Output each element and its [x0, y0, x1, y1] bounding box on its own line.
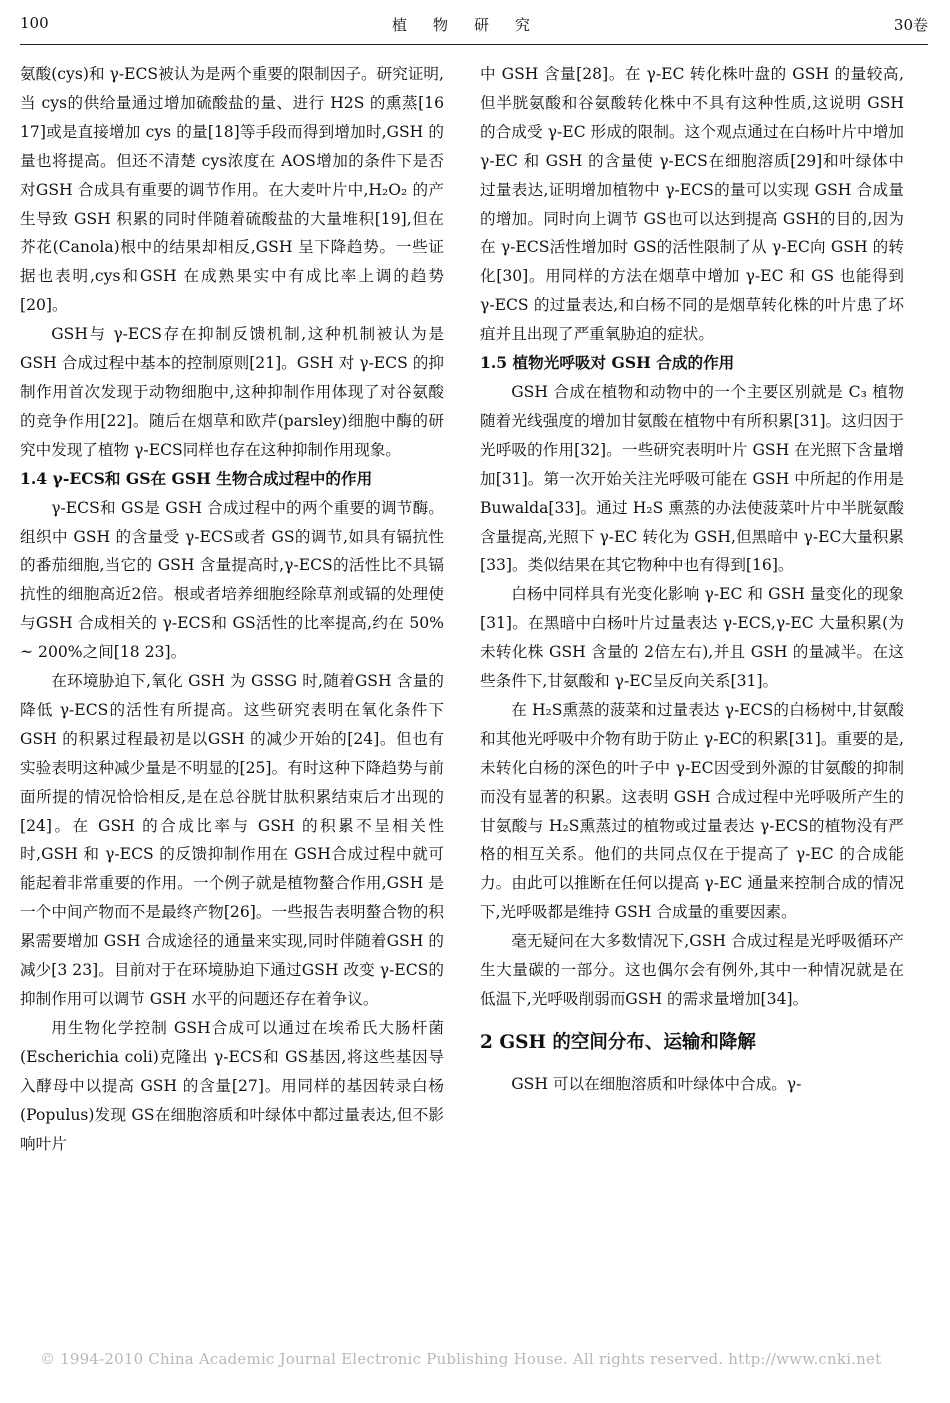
paragraph: GSH 可以在细胞溶质和叶绿体中合成。γ-	[511, 1074, 802, 1093]
section-heading-1-4: 1.4 γ-ECS和 GS在 GSH 生物合成过程中的作用	[20, 468, 373, 488]
page-header	[20, 14, 928, 40]
right-column	[480, 60, 904, 1099]
paragraph: γ-ECS和 GS是 GSH 合成过程中的两个重要的调节酶。组织中 GSH 的含量受 γ-ECS或者 GS的调节,如具有镉抗性的番茄细胞,当它的 GSH 含量提高时,γ-ECS的活性比不具镉抗性的细胞高近2倍。根或者培养细胞经除草剂或镉的处理使与GSH 合成相关的 γ-ECS和 GS活性的比率提高,约在 50% ~ 200%之间[18 23]。	[20, 498, 444, 662]
paragraph: 白杨中同样具有光变化影响 γ-EC 和 GSH 量变化的现象[31]。在黑暗中白杨叶片过量表达 γ-ECS,γ-EC 大量积累(为未转化株 GSH 含量的 2倍左右),并且 GSH 的量减半。在这些条件下,甘氨酸和 γ-EC呈反向关系[31]。	[480, 585, 904, 691]
paragraph: GSH与 γ-ECS存在抑制反馈机制,这种机制被认为是 GSH 合成过程中基本的控制原则[21]。GSH 对 γ-ECS 的抑制作用首次发现于动物细胞中,这种抑制作用体现了对谷氨酸的竞争作用[22]。随后在烟草和欧芹(parsley)细胞中酶的研究中发现了植物 γ-ECS同样也存在这种抑制作用现象。	[20, 325, 444, 459]
section-heading-2: 2 GSH 的空间分布、运输和降解	[480, 1031, 756, 1053]
paragraph: 中 GSH 含量[28]。在 γ-EC 转化株叶盘的 GSH 的量较高,但半胱氨酸和谷氨酸转化株中不具有这种性质,这说明 GSH 的合成受 γ-EC 形成的限制。这个观点通过在白杨叶片中增加 γ-EC 和 GSH 的含量使 γ-ECS在细胞溶质[29]和叶绿体中过量表达,证明增加植物中 γ-ECS的量可以实现 GSH 合成量的增加。同时向上调节 GS也可以达到提高 GSH的目的,因为在 γ-ECS活性增加时 GS的活性限制了从 γ-EC向 GSH 的转化[30]。用同样的方法在烟草中增加 γ-EC 和 GS 也能得到 γ-ECS 的过量表达,和白杨不同的是烟草转化株的叶片患了坏疽并且出现了严重氧胁迫的症状。	[480, 65, 904, 344]
paragraph: 氨酸(cys)和 γ-ECS被认为是两个重要的限制因子。研究证明,当 cys的供给量通过增加硫酸盐的量、进行 H2S 的熏蒸[16 17]或是直接增加 cys 的量[18]等手段而得到增加时,GSH 的量也将提高。但还不清楚 cys浓度在 AOS增加的条件下是否对GSH 合成具有重要的调节作用。在大麦叶片中,H₂O₂ 的产生导致 GSH 积累的同时伴随着硫酸盐的大量堆积[19],但在芥花(Canola)根中的结果却相反,GSH 呈下降趋势。一些证据也表明,cys和GSH 在成熟果实中有成比率上调的趋势[20]。	[20, 65, 444, 315]
journal-title: 植物研究	[391, 16, 556, 34]
volume-label: 30卷	[893, 16, 928, 34]
copyright-footer: © 1994-2010 China Academic Journal Electronic Publishing House. All rights reserved. http://www.cnki.net	[40, 1350, 882, 1368]
paragraph: GSH 合成在植物和动物中的一个主要区别就是 C₃ 植物随着光线强度的增加甘氨酸在植物中有所积累[31]。这归因于光呼吸的作用[32]。一些研究表明叶片 GSH 在光照下含量增加[31]。第一次开始关注光呼吸可能在 GSH 中所起的作用是 Buwalda[33]。通过 H₂S 熏蒸的办法使菠菜叶片中半胱氨酸含量提高,光照下 γ-EC 转化为 GSH,但黑暗中 γ-EC大量积累[33]。类似结果在其它物种中也有得到[16]。	[480, 382, 904, 575]
paragraph: 在 H₂S熏蒸的菠菜和过量表达 γ-ECS的白杨树中,甘氨酸和其他光呼吸中介物有助于防止 γ-EC的积累[31]。重要的是,未转化白杨的深色的叶子中 γ-EC因受到外源的甘氨酸的抑制而没有显著的积累。这表明 GSH 合成过程中光呼吸所产生的甘氨酸与 H₂S熏蒸过的植物或过量表达 γ-ECS的植物没有严格的相互关系。他们的共同点仅在于提高了 γ-EC 的合成能力。由此可以推断在任何以提高 γ-EC 通量来控制合成的情况下,光呼吸都是维持 GSH 合成量的重要因素。	[480, 700, 904, 922]
header-rule	[20, 44, 928, 45]
paragraph: 用生物化学控制 GSH合成可以通过在埃希氏大肠杆菌(Escherichia coli)克隆出 γ-ECS和 GS基因,将这些基因导入酵母中以提高 GSH 的含量[27]。用同样的基因转录白杨(Populus)发现 GS在细胞溶质和叶绿体中都过量表达,但不影响叶片	[20, 1018, 444, 1153]
page-number: 100	[20, 14, 49, 32]
paragraph: 毫无疑问在大多数情况下,GSH 合成过程是光呼吸循环产生大量碳的一部分。这也偶尔会有例外,其中一种情况就是在低温下,光呼吸削弱而GSH 的需求量增加[34]。	[480, 932, 904, 1008]
section-heading-1-5: 1.5 植物光呼吸对 GSH 合成的作用	[480, 353, 735, 373]
paragraph: 在环境胁迫下,氧化 GSH 为 GSSG 时,随着GSH 含量的降低 γ-ECS的活性有所提高。这些研究表明在氧化条件下 GSH 的积累过程最初是以GSH 的减少开始的[24]。但也有实验表明这种减少量是不明显的[25]。有时这种下降趋势与前面所提的情况恰恰相反,是在总谷胱甘肽积累结束后才出现的[24]。在 GSH 的合成比率与 GSH 的积累不呈相关性时,GSH 和 γ-ECS 的反馈抑制作用在 GSH合成过程中就可能起着非常重要的作用。一个例子就是植物螯合作用,GSH 是一个中间产物而不是最终产物[26]。一些报告表明螯合物的积累需要增加 GSH 合成途径的通量来实现,同时伴随着GSH 的减少[3 23]。目前对于在环境胁迫下通过GSH 改变 γ-ECS的抑制作用可以调节 GSH 水平的问题还存在着争议。	[20, 672, 444, 1008]
left-column	[20, 60, 444, 1158]
